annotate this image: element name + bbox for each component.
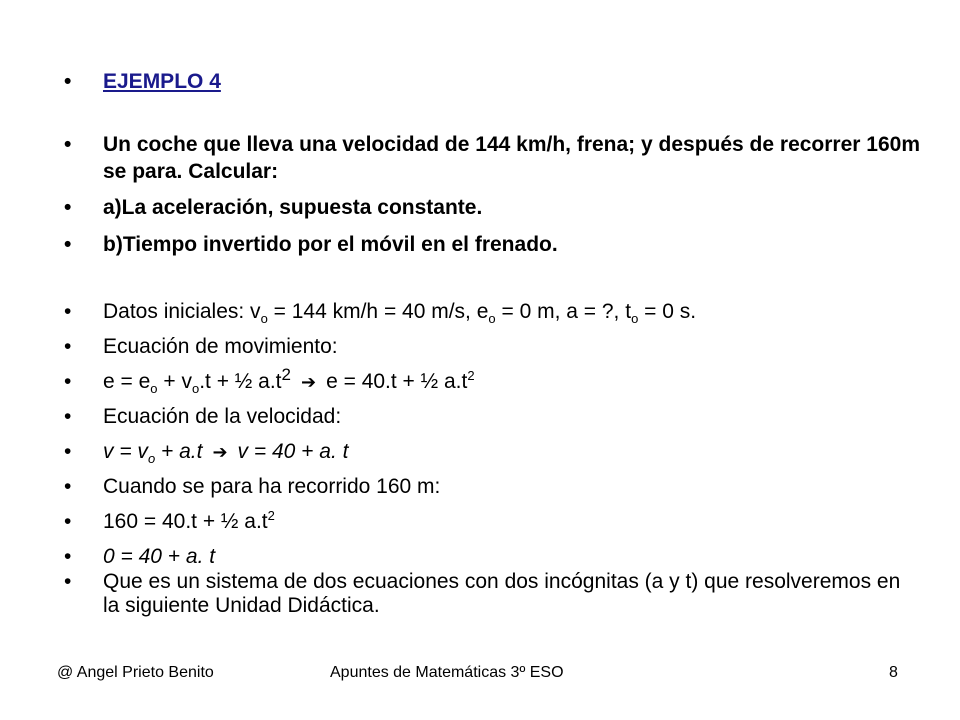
ecuacion-velocidad: $v = v_o + a.t$ ➔ v = 40 + a. t: [103, 440, 349, 467]
problem-statement: Un coche que lleva una velocidad de 144 km/h, frena; y después de recorrer 160m se para. Calcular:: [103, 133, 921, 183]
datos-iniciales-item: [64, 298, 920, 325]
bullet: •: [64, 196, 72, 219]
footer-author: @ Angel Prieto Benito: [57, 664, 214, 681]
part-b: b)Tiempo invertido por el móvil en el frenado.: [103, 233, 558, 256]
equation-1: 160 = 40.t + ½ $a.t^2$: [103, 508, 275, 533]
arrow-icon: ➔: [212, 442, 228, 463]
ecuacion-movimiento-item: [64, 365, 920, 397]
part-b-item: [64, 231, 920, 258]
bullet: •: [64, 335, 72, 358]
ecuacion-movimiento: $e = e_o + v_o.t$ + ½ $a.t^2$ ➔ e = 40.t + ½ $a.t^2$: [103, 365, 475, 397]
conclusion: Que es un sistema de dos ecuaciones con dos incógnitas (a y t) que resolveremos en la siguiente Unidad Didáctica.: [103, 570, 901, 617]
ecuacion-velocidad-item: [64, 438, 920, 466]
problem-statement-item: [64, 131, 920, 185]
bullet: •: [64, 440, 72, 463]
ecuacion-movimiento-label: Ecuación de movimiento:: [103, 335, 338, 358]
slide-title: EJEMPLO 4: [103, 70, 221, 93]
ecuacion-velocidad-label-item: [64, 403, 920, 430]
bullet: •: [64, 510, 72, 533]
footer-course: Apuntes de Matemáticas 3º ESO: [330, 664, 564, 681]
bullet: •: [64, 233, 72, 256]
bullet: •: [64, 545, 72, 568]
bullet: •: [64, 405, 72, 428]
title-item: [64, 68, 920, 95]
part-a: a)La aceleración, supuesta constante.: [103, 196, 483, 219]
equation-1-item: [64, 508, 920, 535]
equation-2: 0 = 40 + a. t: [103, 545, 216, 568]
ecuacion-movimiento-label-item: [64, 333, 920, 360]
bullet: •: [64, 475, 72, 498]
datos-iniciales: Datos iniciales: $v_o = 144$ km/h = 40 m/s, $e_o = 0$ m, a = ?, $t_o = 0$ s.: [103, 300, 697, 327]
bullet: •: [64, 70, 72, 93]
equation-2-item: [64, 543, 920, 570]
bullet: •: [64, 570, 72, 593]
conclusion-item: [64, 570, 920, 618]
bullet: •: [64, 300, 72, 323]
arrow-icon: ➔: [300, 372, 317, 393]
bullet: •: [64, 133, 72, 156]
ecuacion-velocidad-label: Ecuación de la velocidad:: [103, 405, 342, 428]
footer-page-number: 8: [889, 664, 898, 681]
parada-item: [64, 473, 920, 500]
parada-text: Cuando se para ha recorrido 160 m:: [103, 475, 441, 498]
part-a-item: [64, 194, 920, 221]
bullet: •: [64, 370, 72, 393]
